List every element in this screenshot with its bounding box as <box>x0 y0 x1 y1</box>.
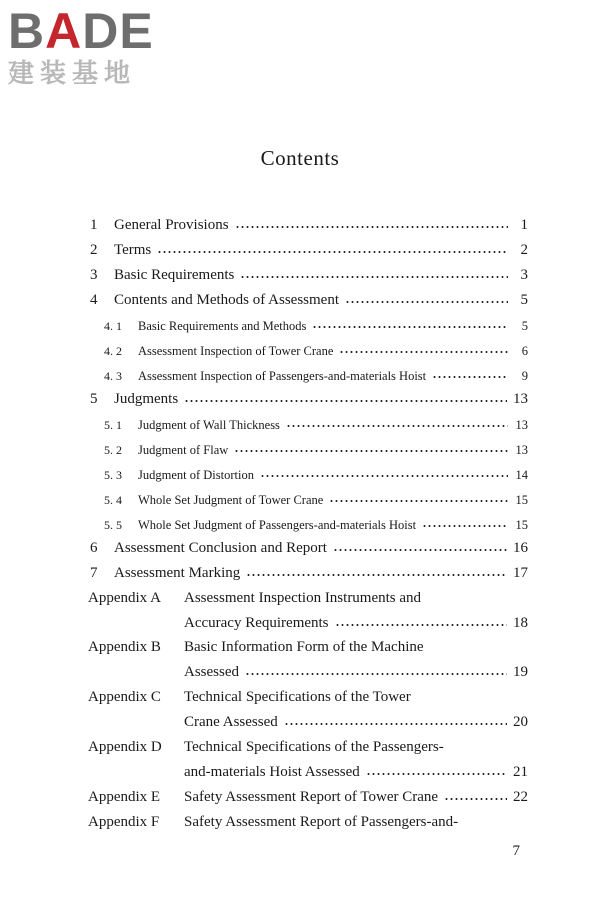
toc-entry-number: 5. 4 <box>104 493 122 507</box>
dot-leader <box>235 226 508 228</box>
toc-entry <box>88 259 528 284</box>
toc-entry-title: Assessed <box>184 664 239 680</box>
toc-entry-title: Assessment Inspection of Passengers-and-materials Hoist <box>138 369 427 383</box>
toc-entry-number: 5. 5 <box>104 518 122 532</box>
dot-leader <box>184 400 507 402</box>
toc-entry-title: and-materials Hoist Assessed <box>184 764 360 780</box>
toc-entry-page: 20 <box>513 714 528 730</box>
toc-entry-title: Whole Set Judgment of Tower Crane <box>138 493 324 507</box>
toc-entry-page: 5 <box>520 292 528 308</box>
toc-entry <box>88 234 528 259</box>
toc-entry-number: Appendix C <box>88 689 161 705</box>
dot-leader <box>333 549 507 551</box>
toc-entry <box>88 631 528 656</box>
toc-entry-title: Judgment of Flaw <box>138 443 229 457</box>
toc-entry-number: 5. 1 <box>104 418 122 432</box>
toc-entry-number: Appendix A <box>88 590 161 606</box>
dot-leader <box>260 475 508 477</box>
toc-entry-page: 13 <box>515 443 528 457</box>
toc-entry <box>88 408 528 433</box>
toc-entry-number: 3 <box>90 267 98 283</box>
page-number: 7 <box>512 843 520 859</box>
dot-leader <box>245 673 507 675</box>
toc-entry-number: 4 <box>90 292 98 308</box>
toc-entry-number: 5 <box>90 391 98 407</box>
toc-entry <box>88 706 528 731</box>
toc-entry-page: 17 <box>513 565 528 581</box>
dot-leader <box>329 500 508 502</box>
toc-entry-number: Appendix D <box>88 739 162 755</box>
toc-entry <box>88 756 528 781</box>
watermark-de: DE <box>82 3 154 59</box>
toc-entry-page: 16 <box>513 540 528 556</box>
toc-entry-title: Safety Assessment Report of Passengers-and- <box>184 814 459 830</box>
toc-entry-title: Assessment Conclusion and Report <box>114 540 327 556</box>
toc-entry-page: 9 <box>521 369 528 383</box>
toc-entry-title: Contents and Methods of Assessment <box>114 292 339 308</box>
toc-entry-title: General Provisions <box>114 217 229 233</box>
toc-entry-title: Assessment Marking <box>114 565 241 581</box>
toc-entry-number: 1 <box>90 217 98 233</box>
toc-entry <box>88 309 528 334</box>
toc-entry-title: Basic Requirements <box>114 267 235 283</box>
toc-entry-title: Whole Set Judgment of Passengers-and-materials Hoist <box>138 518 417 532</box>
dot-leader <box>444 798 507 800</box>
toc-entry-page: 13 <box>513 391 528 407</box>
toc-entry-page: 2 <box>520 242 528 258</box>
toc-entry <box>88 806 528 831</box>
toc-entry <box>88 582 528 607</box>
toc-entry-title: Safety Assessment Report of Tower Crane <box>184 789 439 805</box>
watermark-a: A <box>45 3 83 59</box>
toc-entry-title: Crane Assessed <box>184 714 278 730</box>
toc-entry-number: 5. 2 <box>104 443 122 457</box>
toc-entry-number: 4. 3 <box>104 369 122 383</box>
toc-entry <box>88 557 528 582</box>
toc-entry <box>88 284 528 309</box>
toc-entry-title: Assessment Inspection Instruments and <box>184 590 422 606</box>
toc-entry <box>88 334 528 359</box>
dot-leader <box>312 326 508 328</box>
toc-entry <box>88 607 528 632</box>
toc-entry-page: 5 <box>521 319 528 333</box>
dot-leader <box>157 251 508 253</box>
dot-leader <box>240 276 508 278</box>
toc-entry-page: 3 <box>520 267 528 283</box>
dot-leader <box>432 376 508 378</box>
toc-entry-title: Technical Specifications of the Passengers- <box>184 739 444 755</box>
toc-entry-page: 1 <box>520 217 528 233</box>
toc-entry-number: 4. 2 <box>104 344 122 358</box>
toc-entry-title: Judgment of Distortion <box>138 468 254 482</box>
toc-entry-number: Appendix E <box>88 789 161 805</box>
dot-leader <box>246 574 507 576</box>
toc-entry-page: 13 <box>515 418 528 432</box>
toc-entry-number: 4. 1 <box>104 319 122 333</box>
dot-leader <box>366 773 507 775</box>
toc-entry <box>88 681 528 706</box>
watermark-subtitle: 建装基地 <box>8 59 137 89</box>
toc-entry-page: 6 <box>521 344 528 358</box>
toc-entry-number: Appendix F <box>88 814 160 830</box>
toc-entry-page: 18 <box>513 615 528 631</box>
toc-entry-title: Accuracy Requirements <box>184 615 329 631</box>
toc-entry-page: 15 <box>515 518 528 532</box>
toc-entry-number: 2 <box>90 242 98 258</box>
toc-entry <box>88 731 528 756</box>
toc-entry <box>88 359 528 384</box>
toc-entry-title: Judgment of Wall Thickness <box>138 418 280 432</box>
toc-entry <box>88 433 528 458</box>
toc-entry-page: 19 <box>513 664 528 680</box>
toc-entry-title: Technical Specifications of the Tower <box>184 689 411 705</box>
dot-leader <box>286 425 508 427</box>
toc-entry <box>88 508 528 533</box>
toc-entry-number: Appendix B <box>88 639 161 655</box>
toc-entry <box>88 781 528 806</box>
toc-entry-title: Basic Information Form of the Machine <box>184 639 424 655</box>
dot-leader <box>345 301 508 303</box>
toc-entry <box>88 383 528 408</box>
toc-entry-title: Terms <box>114 242 152 258</box>
toc-entry-title: Basic Requirements and Methods <box>138 319 307 333</box>
dot-leader <box>335 624 507 626</box>
toc-entry <box>88 483 528 508</box>
toc-entry-number: 7 <box>90 565 98 581</box>
toc-entry <box>88 209 528 234</box>
toc-entry-title: Assessment Inspection of Tower Crane <box>138 344 334 358</box>
toc-entry <box>88 458 528 483</box>
toc-entry-number: 6 <box>90 540 98 556</box>
dot-leader <box>284 723 507 725</box>
dot-leader <box>234 450 508 452</box>
toc-entry <box>88 656 528 681</box>
toc-entry-number: 5. 3 <box>104 468 122 482</box>
toc-entry-title: Judgments <box>114 391 179 407</box>
watermark-b: B <box>8 3 46 59</box>
page-title: Contents <box>260 146 340 170</box>
toc-entry-page: 21 <box>513 764 528 780</box>
toc-entry-page: 15 <box>515 493 528 507</box>
toc-entry-page: 14 <box>515 468 528 482</box>
dot-leader <box>422 525 508 527</box>
dot-leader <box>339 351 508 353</box>
toc-entry-page: 22 <box>513 789 528 805</box>
toc-entry <box>88 532 528 557</box>
